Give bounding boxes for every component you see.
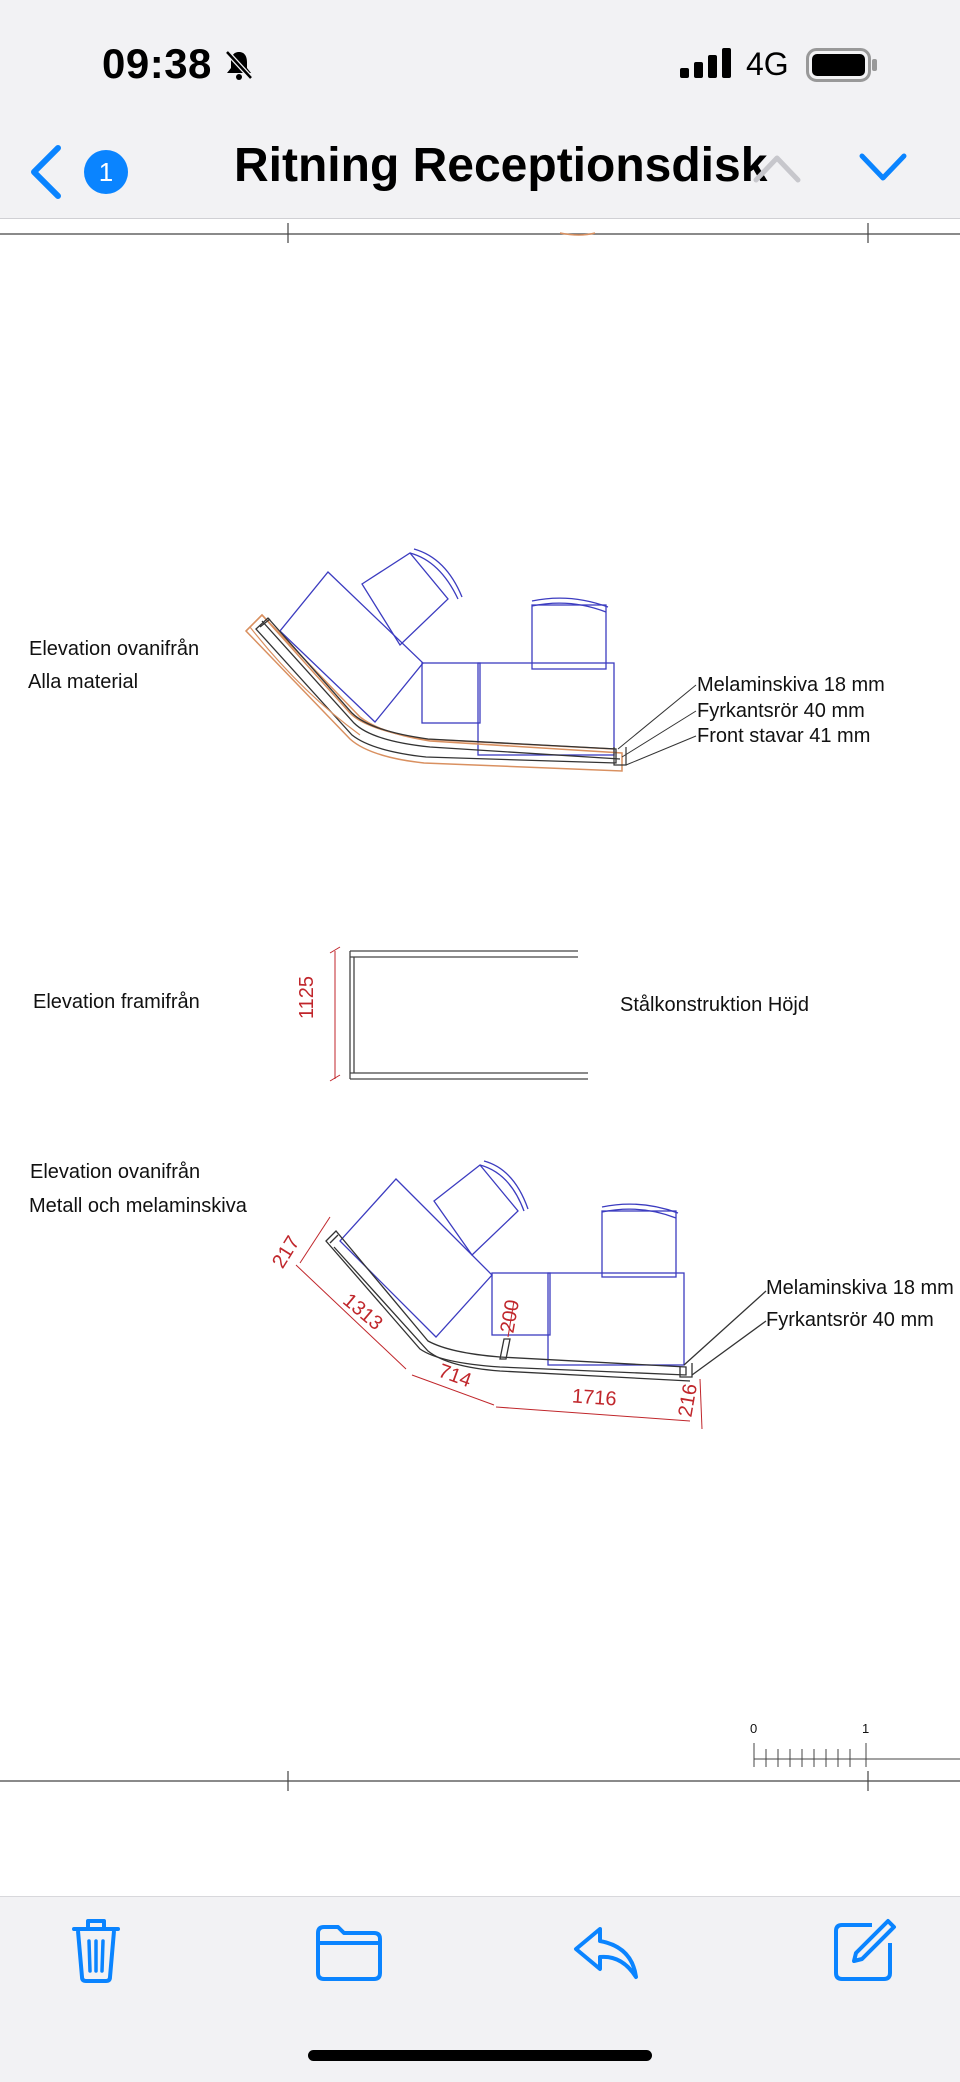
dimension-1716: 1716: [571, 1385, 618, 1411]
bottom-plan: [340, 1161, 684, 1365]
scale-start: 0: [750, 1721, 758, 1736]
front-elevation: [330, 947, 588, 1081]
reply-icon[interactable]: [572, 1925, 640, 1981]
compose-icon[interactable]: [832, 1917, 898, 1983]
scale-end: 1: [862, 1721, 870, 1736]
status-bar: [0, 0, 960, 130]
unread-badge[interactable]: 1: [84, 150, 128, 194]
label-metal-melamine: Metall och melaminskiva: [29, 1195, 247, 1217]
top-plan: [280, 549, 614, 755]
callout-tube-top: Fyrkantsrör 40 mm: [697, 700, 865, 722]
network-type: 4G: [746, 46, 789, 82]
dimension-216: 216: [674, 1382, 702, 1419]
chevron-up-icon[interactable]: [752, 150, 802, 186]
dimension-714: 714: [435, 1359, 475, 1393]
bottom-desk-outline: [326, 1231, 766, 1381]
drawing-canvas: [0, 219, 960, 1897]
trash-icon[interactable]: [66, 1915, 126, 1985]
cellular-signal-icon: [680, 48, 732, 78]
dimension-200: 200: [496, 1298, 524, 1335]
bell-muted-icon: [222, 48, 256, 82]
back-chevron-icon[interactable]: [26, 140, 66, 204]
callout-melamine-bottom: Melaminskiva 18 mm: [766, 1277, 954, 1299]
callout-tube-bottom: Fyrkantsrör 40 mm: [766, 1309, 934, 1331]
scale-ticks: [750, 1739, 960, 1769]
label-front-elevation: Elevation framifrån: [33, 991, 200, 1013]
dimension-1125: 1125: [296, 975, 318, 1019]
top-desk-outline: [246, 615, 696, 771]
folder-icon[interactable]: [314, 1923, 384, 1981]
page-title: Ritning Receptionsdisk: [234, 139, 768, 192]
status-time: 09:38: [102, 40, 212, 87]
callout-melamine-top: Melaminskiva 18 mm: [697, 674, 885, 696]
dimension-1313: 1313: [338, 1289, 387, 1335]
chevron-down-icon[interactable]: [858, 150, 908, 186]
document-view[interactable]: [0, 218, 960, 1897]
scale-bar: [750, 1721, 960, 1771]
callout-front-top: Front stavar 41 mm: [697, 725, 871, 747]
home-indicator: [308, 2050, 652, 2061]
dimension-217: 217: [268, 1232, 305, 1273]
label-steel-height: Stålkonstruktion Höjd: [620, 994, 809, 1016]
battery-icon: [806, 48, 878, 82]
label-all-materials: Alla material: [28, 671, 139, 693]
label-top-elevation: Elevation ovanifrån: [29, 638, 200, 660]
label-bottom-elevation: Elevation ovanifrån: [30, 1161, 201, 1183]
